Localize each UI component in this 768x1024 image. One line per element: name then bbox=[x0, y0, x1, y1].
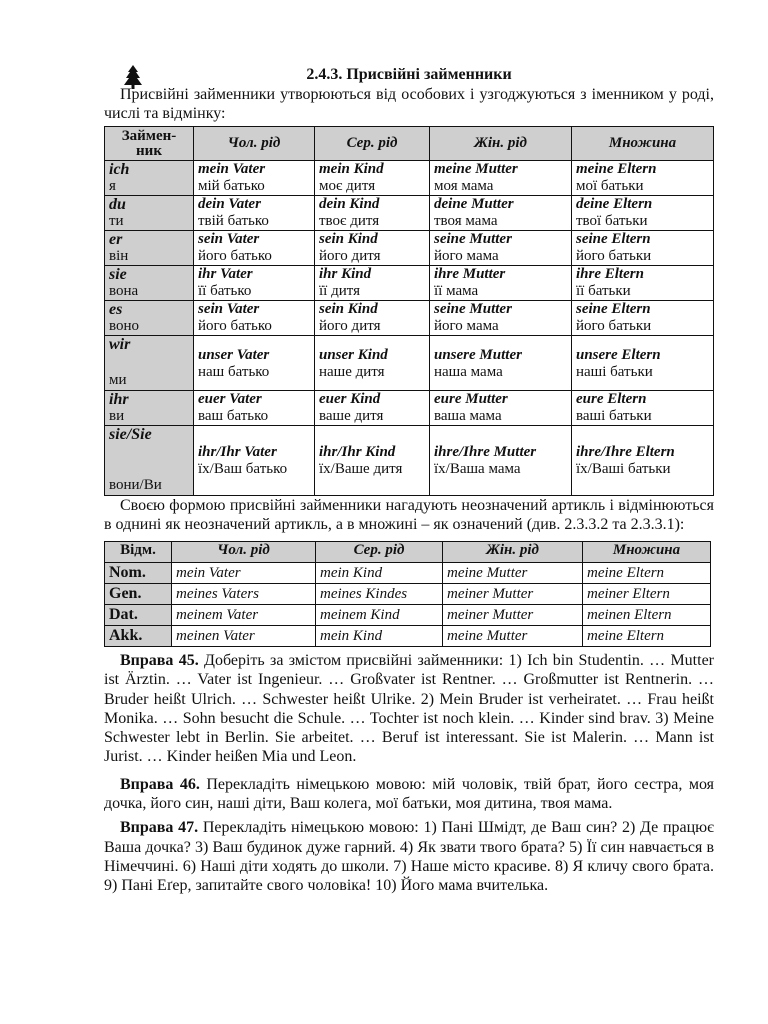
page-content bbox=[104, 66, 714, 896]
table1-header-pronoun: Займен-ник bbox=[105, 127, 194, 161]
table-cell: meiner Mutter bbox=[443, 584, 583, 605]
exercise-45 bbox=[104, 651, 714, 767]
exercise-47-text: Перекладіть німецькою мовою: 1) Пані Шмідт, де Ваш син? 2) Де працює Ваша дочка? 3) Ваш будинок дуже гарний. 4) Як звати твого брата? 5) Її син навчається в Німеччині. 6) Наші діти ходять до школи. 7) Наше місто красиве. 8) Я кличу свого брата. 9) Пані Еґер, запитайте свого чоловіка! 10) Його мама вчителька. bbox=[104, 819, 714, 895]
case-label: Nom. bbox=[105, 563, 172, 584]
cell-ua: ваш батько bbox=[198, 408, 269, 424]
cell-de: ihr Kind bbox=[319, 266, 372, 282]
table1-header-fem: Жін. рід bbox=[430, 127, 572, 161]
table-cell: meines Vaters bbox=[172, 584, 316, 605]
table1-header-masc: Чол. рід bbox=[194, 127, 315, 161]
table-row bbox=[105, 266, 714, 301]
pronoun-de: du bbox=[109, 196, 126, 213]
cell-ua: ваше дитя bbox=[319, 408, 384, 424]
cell-de: sein Kind bbox=[319, 231, 378, 247]
cell-de: sein Kind bbox=[319, 301, 378, 317]
table1-header-row bbox=[105, 127, 714, 161]
cell-de: eure Eltern bbox=[576, 391, 647, 407]
cell-de: euer Kind bbox=[319, 391, 381, 407]
exercise-47-label: Вправа 47. bbox=[120, 819, 199, 837]
cell-de: meine Mutter bbox=[434, 161, 518, 177]
cell-ua: наш батько bbox=[198, 364, 270, 380]
cell-ua: наша мама bbox=[434, 364, 503, 380]
table1-header-neut: Сер. рід bbox=[315, 127, 430, 161]
cell-de: ihre Eltern bbox=[576, 266, 644, 282]
table-row bbox=[105, 231, 714, 266]
exercise-46-label: Вправа 46. bbox=[120, 775, 200, 793]
table1-header-plural: Множина bbox=[572, 127, 714, 161]
pronoun-de: ich bbox=[109, 161, 130, 178]
table-row bbox=[105, 605, 711, 626]
cell-ua: його батьки bbox=[576, 318, 652, 334]
table-row bbox=[105, 301, 714, 336]
pronoun-ua: я bbox=[109, 178, 116, 194]
case-label: Akk. bbox=[105, 626, 172, 647]
cell-ua: його мама bbox=[434, 248, 499, 264]
cell-ua: її мама bbox=[434, 283, 479, 299]
cell-de: unsere Mutter bbox=[434, 347, 522, 363]
cell-ua: наше дитя bbox=[319, 364, 385, 380]
cell-de: deine Eltern bbox=[576, 196, 653, 212]
table-cell: meine Mutter bbox=[443, 626, 583, 647]
declension-table bbox=[104, 541, 711, 647]
table-cell: meinen Vater bbox=[172, 626, 316, 647]
cell-de: seine Mutter bbox=[434, 301, 512, 317]
table-row bbox=[105, 196, 714, 231]
table-cell: meinem Vater bbox=[172, 605, 316, 626]
cell-de: sein Vater bbox=[198, 231, 260, 247]
cell-ua: його дитя bbox=[319, 248, 381, 264]
exercise-46-text: Перекладіть німецькою мовою: мій чоловік, твій брат, його сестра, моя дочка, його син, наші діти, Ваш колега, мої батьки, моя дитина, твоя мама. bbox=[104, 775, 714, 813]
pronoun-ua: воно bbox=[109, 318, 140, 334]
table2-header-fem: Жін. рід bbox=[443, 542, 583, 563]
pronoun-de: sie/Sie bbox=[109, 426, 152, 443]
cell-ua: його батьки bbox=[576, 248, 652, 264]
cell-de: dein Kind bbox=[319, 196, 380, 212]
table-cell: meiner Eltern bbox=[583, 584, 711, 605]
cell-de: deine Mutter bbox=[434, 196, 514, 212]
table-row bbox=[105, 391, 714, 426]
pronoun-ua: ви bbox=[109, 408, 125, 424]
cell-de: ihre/Ihre Mutter bbox=[434, 443, 537, 460]
table-row bbox=[105, 584, 711, 605]
case-label: Gen. bbox=[105, 584, 172, 605]
pronoun-de: es bbox=[109, 301, 123, 318]
table-cell: meinen Eltern bbox=[583, 605, 711, 626]
cell-ua: мій батько bbox=[198, 178, 265, 194]
cell-ua: його батько bbox=[198, 248, 272, 264]
cell-de: mein Vater bbox=[198, 161, 266, 177]
cell-de: sein Vater bbox=[198, 301, 260, 317]
cell-de: unser Vater bbox=[198, 347, 270, 363]
pronoun-ua: вона bbox=[109, 283, 139, 299]
table2-header-masc: Чол. рід bbox=[172, 542, 316, 563]
exercise-45-label: Вправа 45. bbox=[120, 652, 199, 669]
exercise-46 bbox=[104, 775, 714, 814]
cell-de: mein Kind bbox=[319, 161, 384, 177]
table-cell: meine Mutter bbox=[443, 563, 583, 584]
table-cell: meine Eltern bbox=[583, 626, 711, 647]
pronoun-de: ihr bbox=[109, 391, 129, 408]
pronoun-de: wir bbox=[109, 336, 131, 353]
table-row bbox=[105, 336, 714, 391]
cell-ua: наші батьки bbox=[576, 364, 653, 380]
cell-ua: його мама bbox=[434, 318, 499, 334]
table-cell: meinem Kind bbox=[316, 605, 443, 626]
cell-ua: мої батьки bbox=[576, 178, 644, 194]
cell-ua: його батько bbox=[198, 318, 272, 334]
cell-de: ihr Vater bbox=[198, 266, 253, 282]
cell-ua: моє дитя bbox=[319, 178, 376, 194]
case-label: Dat. bbox=[105, 605, 172, 626]
cell-ua: її дитя bbox=[319, 283, 361, 299]
table2-header-plural: Множина bbox=[583, 542, 711, 563]
cell-ua: їх/Ваша мама bbox=[434, 460, 521, 477]
cell-de: ihr/Ihr Kind bbox=[319, 443, 396, 460]
cell-ua: ваші батьки bbox=[576, 408, 652, 424]
cell-de: unser Kind bbox=[319, 347, 388, 363]
table-cell: mein Kind bbox=[316, 626, 443, 647]
table2-header-case: Відм. bbox=[105, 542, 172, 563]
cell-de: euer Vater bbox=[198, 391, 262, 407]
exercise-47 bbox=[104, 818, 714, 895]
cell-de: ihre/Ihre Eltern bbox=[576, 443, 675, 460]
cell-ua: ваша мама bbox=[434, 408, 502, 424]
cell-ua: її батьки bbox=[576, 283, 631, 299]
cell-ua: твої батьки bbox=[576, 213, 648, 229]
cell-de: ihr/Ihr Vater bbox=[198, 443, 277, 460]
section-title: 2.4.3. Присвійні займенники bbox=[306, 66, 512, 83]
cell-ua: твоє дитя bbox=[319, 213, 380, 229]
table-cell: mein Kind bbox=[316, 563, 443, 584]
cell-ua: їх/Ваші батьки bbox=[576, 460, 671, 477]
pronoun-ua: ти bbox=[109, 213, 124, 229]
cell-ua: твоя мама bbox=[434, 213, 498, 229]
cell-ua: твій батько bbox=[198, 213, 269, 229]
table-cell: meiner Mutter bbox=[443, 605, 583, 626]
cell-ua: їх/Ваш батько bbox=[198, 460, 288, 477]
cell-de: dein Vater bbox=[198, 196, 261, 212]
cell-de: unsere Eltern bbox=[576, 347, 661, 363]
cell-de: eure Mutter bbox=[434, 391, 508, 407]
intro-paragraph: Присвійні займенники утворюються від особових і узгоджуються з іменником у роді, числі та відмінку: bbox=[104, 86, 714, 122]
cell-de: seine Mutter bbox=[434, 231, 512, 247]
pronoun-ua: він bbox=[109, 248, 129, 264]
table-row bbox=[105, 426, 714, 496]
table-cell: meine Eltern bbox=[583, 563, 711, 584]
cell-de: meine Eltern bbox=[576, 161, 657, 177]
cell-ua: моя мама bbox=[434, 178, 494, 194]
possessive-pronouns-table bbox=[104, 126, 714, 496]
cell-ua: його дитя bbox=[319, 318, 381, 334]
pronoun-de: er bbox=[109, 231, 123, 248]
table-cell: mein Vater bbox=[172, 563, 316, 584]
table-row bbox=[105, 563, 711, 584]
table2-header-row bbox=[105, 542, 711, 563]
pronoun-ua: ми bbox=[109, 372, 127, 388]
exercise-45-text: 1) Ich bin Studentin. … Mutter ist Ärztin. … Vater ist Ingenieur. … Großvater ist Rentner. … Großmutter ist Rentnerin. … Bruder heißt Ulrich. … Schwester heißt Ulrike. 2) Mein Bruder ist verheiratet. … Frau heißt Monika. … Sohn besucht die Schule. … Tochter ist noch klein. … Kinder sind brav. 3) Meine Schwester lebt in Berlin. Sie arbeitet. … Beruf ist interessant. Sie ist Malerin. … Mann ist Jurist. … Kinder heißen Mia und Leon. bbox=[104, 652, 714, 766]
exercise-45-task: Доберіть за змістом присвійні займенники: bbox=[198, 652, 504, 669]
declension-paragraph: Своєю формою присвійні займенники нагадують неозначений артикль і відмінюються в однині як неозначений артикль, а в множині – як означений (див. 2.3.3.2 та 2.3.3.1): bbox=[104, 497, 714, 533]
cell-de: seine Eltern bbox=[576, 231, 651, 247]
table-cell: meines Kindes bbox=[316, 584, 443, 605]
cell-ua: її батько bbox=[198, 283, 252, 299]
cell-ua: їх/Ваше дитя bbox=[319, 460, 403, 477]
pronoun-de: sie bbox=[109, 266, 127, 283]
cell-de: seine Eltern bbox=[576, 301, 651, 317]
table-row bbox=[105, 626, 711, 647]
pronoun-ua: вони/Ви bbox=[109, 477, 162, 493]
table2-header-neut: Сер. рід bbox=[316, 542, 443, 563]
cell-de: ihre Mutter bbox=[434, 266, 506, 282]
table-row bbox=[105, 161, 714, 196]
